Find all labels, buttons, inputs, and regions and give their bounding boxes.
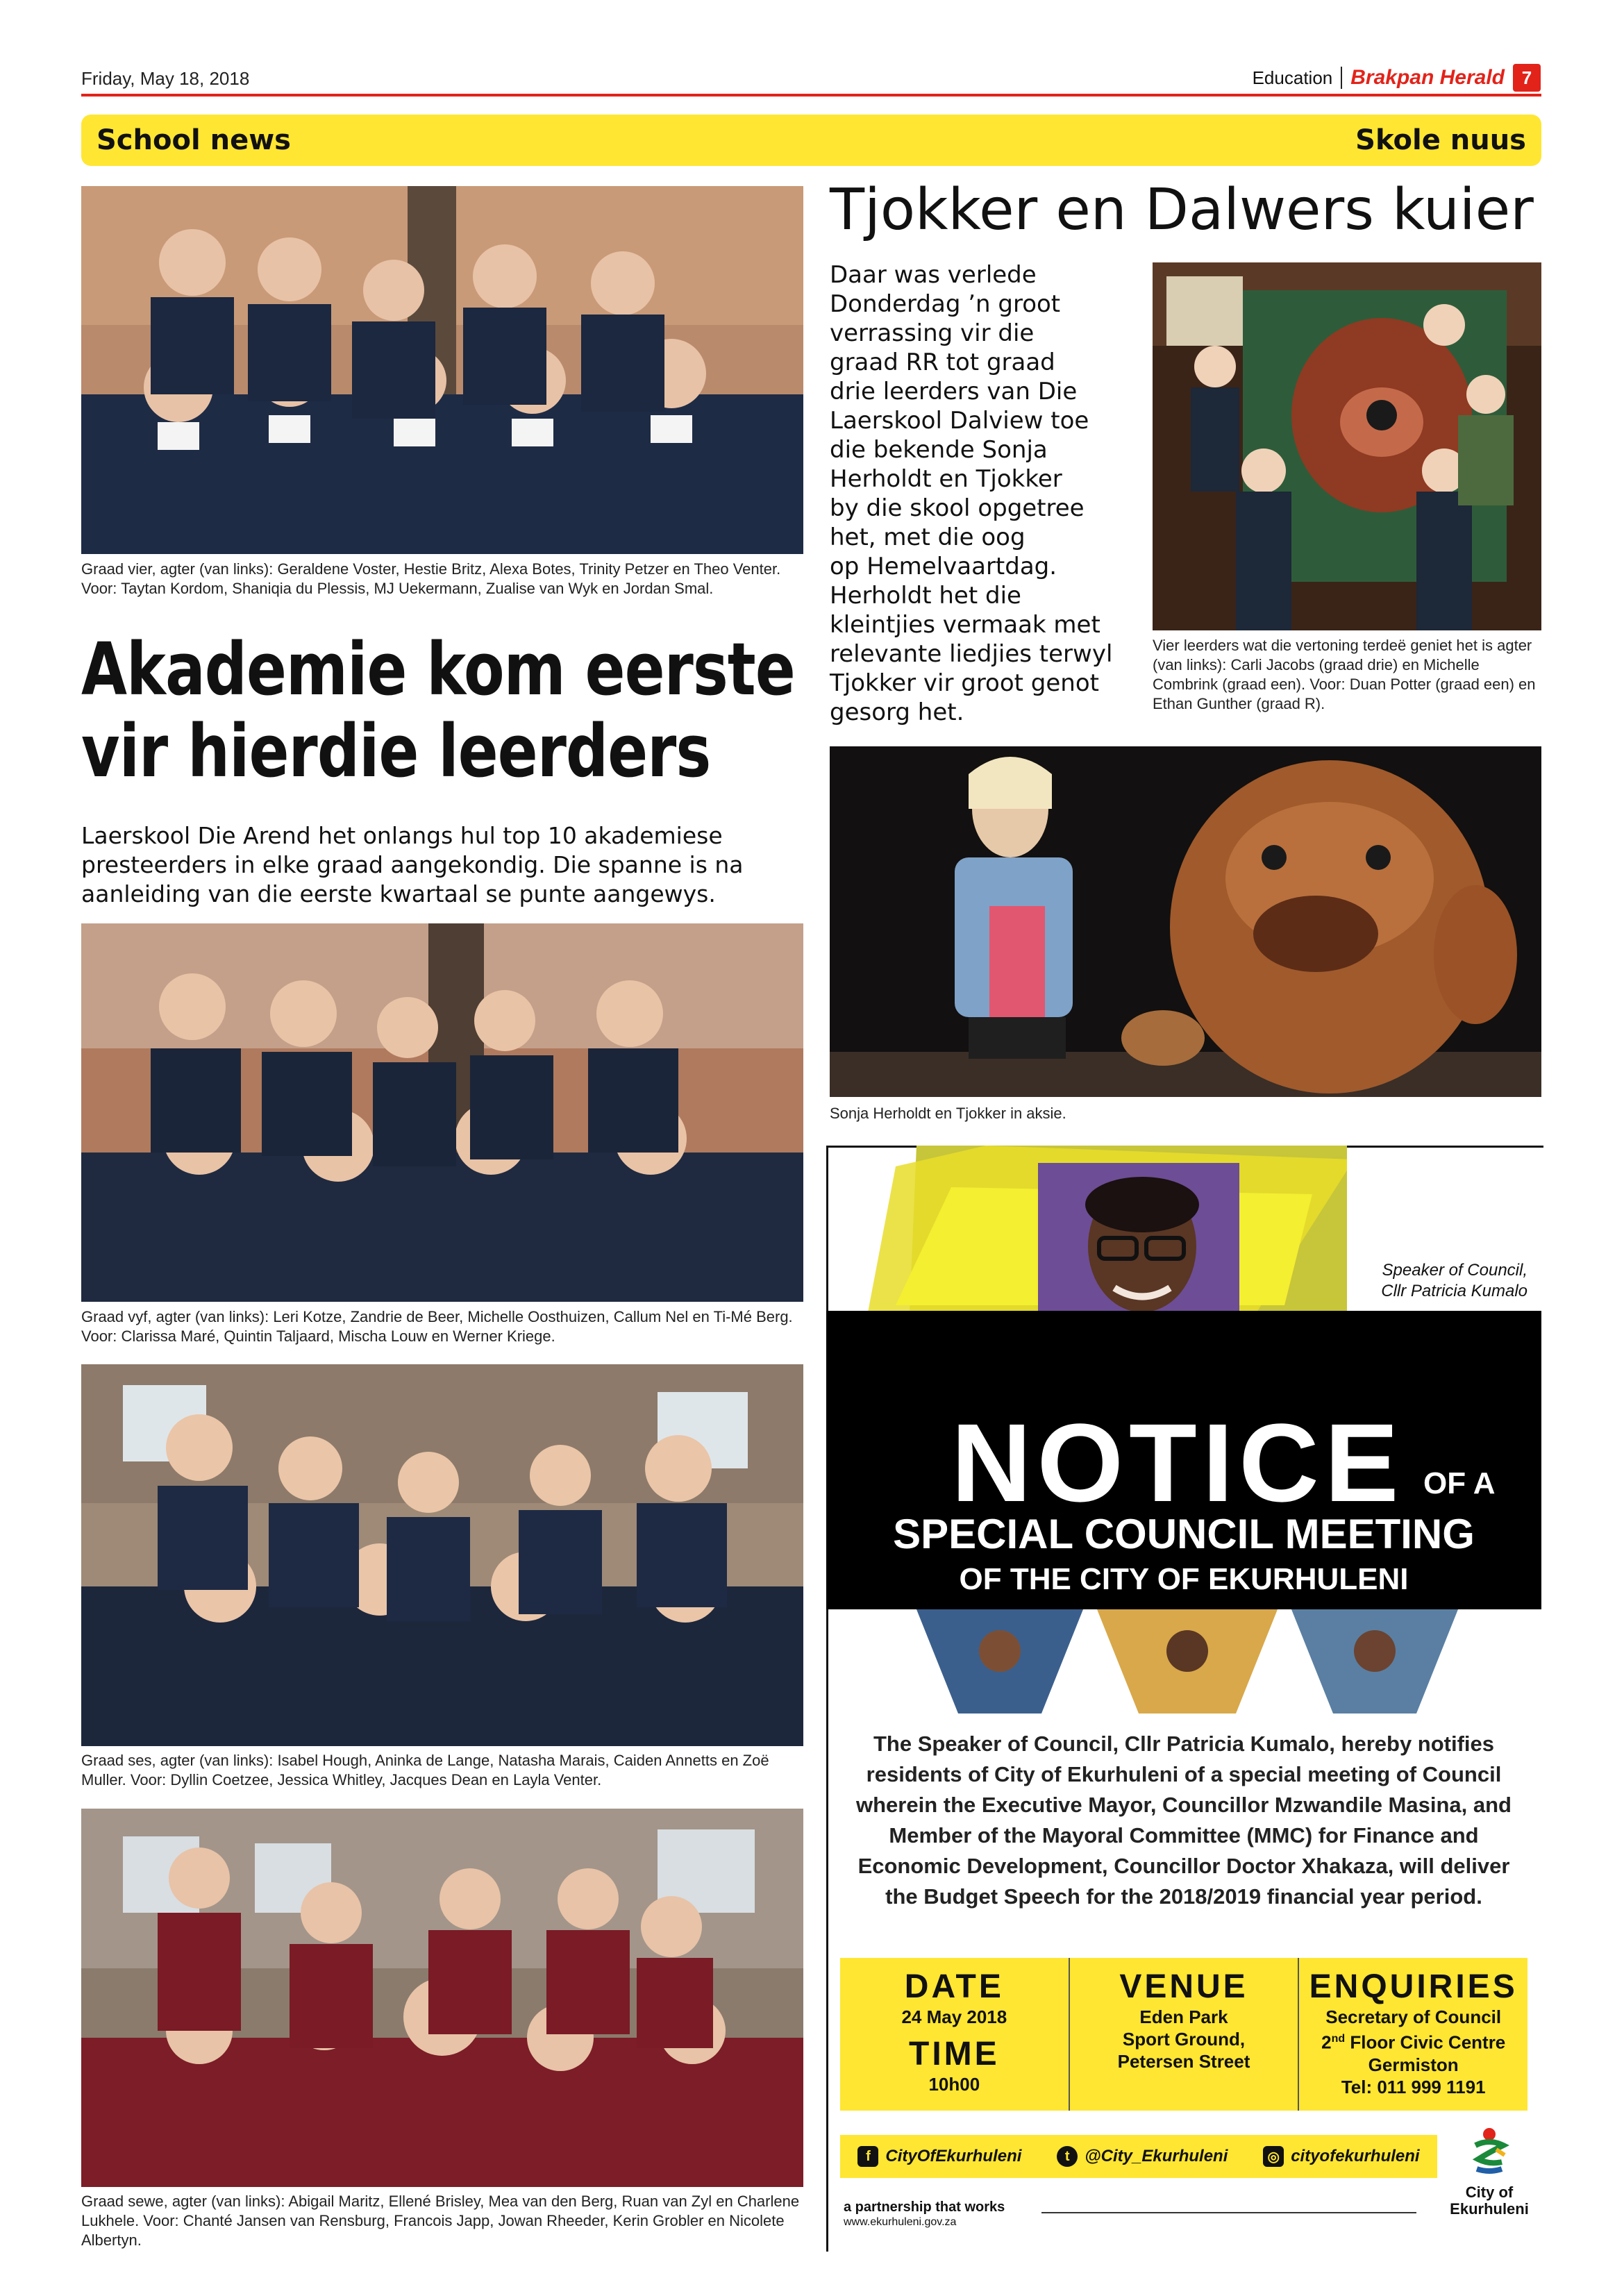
banner-right: Skole nuus [1355,124,1526,156]
issue-date: Friday, May 18, 2018 [81,68,250,89]
notice-word: NOTICE [951,1400,1405,1525]
tjokker-line: Donderdag ’n groot [830,290,1061,318]
notice-of-a: OF A [1423,1466,1496,1500]
caption-tjokker-kids: Vier leerders wat die vertoning terdeë geniet het is agter (van links): Carli Jacobs (graad drie) en Michelle Combrink (graad een). Voor: Duan Potter (graad een) en Ethan Gunther (graad R). [1153,637,1536,712]
section-label: Education [1252,67,1333,88]
caption-graad-ses: Graad ses, agter (van links): Isabel Hough, Aninka de Lange, Natasha Marais, Caiden Annetts en Zoë Muller. Voor: Dyllin Coetzee, Jessica Whitley, Jacques Dean en Layla Venter. [81,1752,769,1788]
headline-line-2: vir hierdie leerders [81,709,711,794]
speaker-caption-line-2: Cllr Patricia Kumalo [1381,1282,1527,1300]
tjokker-line: Daar was verlede [830,261,1037,289]
page-number: 7 [1513,64,1541,92]
speaker-caption-line-1: Speaker of Council, [1382,1261,1527,1280]
instagram-handle: cityofekurhuleni [1291,2147,1420,2165]
headline-akademie [81,628,878,792]
instagram-icon: ◎ [1263,2146,1284,2167]
tjokker-line: Herholdt en Tjokker [830,465,1062,493]
section-banner [81,115,1541,166]
caption-graad-vier: Graad vier, agter (van links): Geraldene Voster, Hestie Britz, Alexa Botes, Trinity Petzer en Theo Venter. Voor: Taytan Kordom, Shaniqia du Plessis, MJ Uekermann, Zualise van Wyk en Jordan Smal. [81,560,781,597]
enquiries-heading: ENQUIRIES [1309,1968,1518,2005]
floor-number: 2 [1321,2031,1332,2053]
tjokker-line: gesorg het. [830,698,964,726]
notice-body: The Speaker of Council, Cllr Patricia Kumalo, hereby notifies residents of City of Ekurhuleni of a special meeting of Council wherein the Executive Mayor, Councillor Mzwandile Masina, and Member of the Mayoral Committee (MMC) for Finance and Economic Development, Councillor Doctor Xhakaza, will deliver the Budget Speech for the 2018/2019 financial year period. [855,1732,1512,1909]
partner-url[interactable]: www.ekurhuleni.gov.za [844,2216,957,2228]
partner-rule [1041,2212,1416,2213]
masthead [1253,64,1541,92]
speaker-caption [1347,1260,1527,1302]
notice-photo-strip [916,1609,1458,1713]
tjokker-line: op Hemelvaartdag. [830,553,1057,580]
banner-left: School news [97,124,291,156]
floor-rest: Floor Civic Centre [1345,2031,1506,2053]
photo-tjokker-stage [830,746,1541,1097]
masthead-divider [1341,67,1342,89]
social-bar [840,2135,1437,2178]
photo-graad-vyf [81,923,803,1302]
caption-tjokker-stage: Sonja Herholdt en Tjokker in aksie. [830,1105,1066,1122]
time-value: 10h00 [928,2074,980,2095]
notice-info-box [840,1958,1527,2111]
akademie-intro: Laerskool Die Arend het onlangs hul top 10 akademiese presteerders in elke graad aangekondig. Die spanne is na aanleiding van die eerste kwartaal se punte aangewys. [81,822,744,907]
facebook-handle: CityOfEkurhuleni [885,2147,1022,2165]
photo-graad-vier [81,186,803,554]
headline-line-1: Akademie kom eerste [81,627,795,712]
paper-name: Brakpan Herald [1350,66,1505,89]
twitter-handle: @City_Ekurhuleni [1085,2147,1228,2165]
venue-heading: VENUE [1119,1968,1248,2005]
date-heading: DATE [904,1968,1004,2005]
photo-tjokker-kids [1153,262,1541,630]
tjokker-line: die bekende Sonja [830,436,1048,464]
notice-special-meeting: SPECIAL COUNCIL MEETING [893,1511,1475,1557]
city-logo-icon [1462,2125,1517,2180]
time-heading: TIME [909,2036,1000,2072]
tjokker-title: Tjokker en Dalwers kuier [830,177,1534,243]
tjokker-line: Herholdt het die [830,582,1021,610]
tjokker-line: kleintjies vermaak met [830,611,1100,639]
tjokker-line: relevante liedjies terwyl [830,640,1113,668]
tjokker-body [830,260,1149,727]
enquiries-line-2 [1299,2028,1527,2054]
tjokker-line: graad RR tot graad [830,349,1055,376]
logo-line-1: City of [1465,2184,1514,2201]
facebook-link[interactable] [857,2146,1021,2167]
enquiries-column [1298,1958,1527,2111]
photo-graad-sewe [81,1809,803,2187]
notice-city-name: OF THE CITY OF EKURHULENI [959,1562,1409,1596]
tjokker-line: Laerskool Dalview toe [830,407,1089,435]
venue-line-3: Petersen Street [1117,2051,1250,2072]
twitter-icon: t [1057,2146,1078,2167]
date-time-column [840,1958,1069,2111]
venue-line-1: Eden Park [1139,2006,1228,2027]
tjokker-line: Tjokker vir groot genot [830,669,1099,697]
tjokker-line: drie leerders van Die [830,378,1078,405]
logo-line-2: Ekurhuleni [1450,2200,1529,2218]
venue-column [1069,1958,1298,2111]
caption-graad-vyf: Graad vyf, agter (van links): Leri Kotze, Zandrie de Beer, Michelle Oosthuizen, Callum Nel en Ti-Mé Berg. Voor: Clarissa Maré, Quintin Taljaard, Mischa Louw en Werner Kriege. [81,1308,793,1345]
venue-line-2: Sport Ground, [1122,2029,1246,2050]
instagram-link[interactable] [1263,2146,1419,2167]
enquiries-phone: Tel: 011 999 1191 [1341,2076,1486,2097]
facebook-icon: f [857,2146,878,2167]
tjokker-line: het, met die oog [830,523,1026,551]
date-value: 24 May 2018 [901,2006,1007,2027]
photo-graad-ses [81,1364,803,1746]
enquiries-line-1: Secretary of Council [1325,2006,1502,2027]
city-of-ekurhuleni-logo [1448,2125,1531,2218]
tjokker-line: verrassing vir die [830,319,1035,347]
partner-slogan: a partnership that works [844,2199,1005,2215]
twitter-link[interactable] [1057,2146,1228,2167]
enquiries-line-3: Germiston [1368,2054,1459,2075]
tjokker-line: by die skool opgetree [830,494,1085,522]
caption-graad-sewe: Graad sewe, agter (van links): Abigail Maritz, Ellené Brisley, Mea van den Berg, Ruan van Zyl en Charlene Lukhele. Voor: Chanté Jansen van Rensburg, Francois Japp, Jowan Rheeder, Kerin Grobler en Nicolete Albertyn. [81,2193,800,2249]
header-rule [81,94,1541,97]
floor-suffix: nd [1331,2033,1346,2045]
